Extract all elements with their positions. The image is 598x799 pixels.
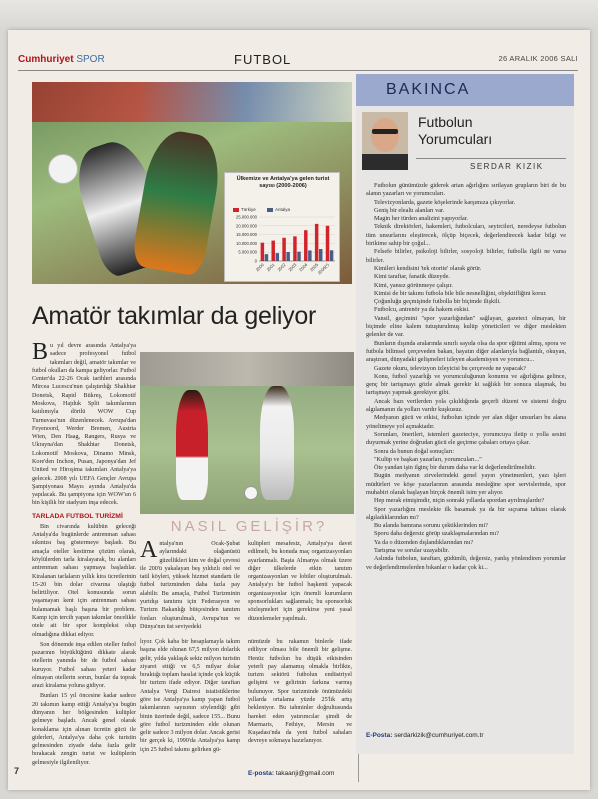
opinion-paragraph: Geniş bir elealtı alanları var. (374, 206, 445, 214)
article-paragraph: Bin civarında kulübün geleceği Antalya'da bugünlerde antrenman sahası sıkıntısı baş göstermeye başladı. Bu amaçla oteller kestirme çözüm olarak, köylülerden tarla kiralayarak, bu alanları antrenman sahası yapmaya başladılar. Kiralanan tarlaların yıllık kira ücretlerinin 15-20 bin dolar civarına ulaştığı belirtiliyor. Otel konusunda sorun yaşamayan kent için antrenman sahası bulamamak başlı başına bir problem. Kamp için tercih yapan takımlar öncelikle otele ait bir spor kompleksi olup olmadığına dikkat ediyor. (32, 523, 136, 638)
football-ball (48, 154, 78, 184)
opinion-paragraph: Futbolun günümüzde giderek artan ağırlığını sırtlayan grupların biri de bu alanın yazarları ve yorumcuları. (366, 182, 566, 198)
y-tick-label: 25.000.000 (236, 214, 257, 220)
page-fold (0, 0, 598, 30)
author-portrait (362, 112, 408, 170)
opinion-paragraph: Ancak bazı verilerden yola çıkıldığında geçerli düzeni ve sistemi doğru algılamanın da yolları vardır kuşkusuz. (366, 397, 566, 414)
tourist-chart (224, 172, 340, 282)
crowd (140, 352, 354, 386)
sunglasses-icon (372, 129, 398, 134)
article-column-3 (248, 540, 352, 632)
x-tick-label: 2002 (276, 262, 287, 273)
opinion-paragraph: Kimileri kendisini 'tek otorite' olarak görür. (374, 264, 482, 272)
article-column-2-bottom (140, 638, 240, 788)
email-address[interactable]: takaanji@gmail.com (275, 770, 335, 777)
column-title-line: Futbolun (418, 114, 473, 130)
article-column-1 (32, 342, 136, 782)
opinion-paragraph: Kimisi de bir takımı futbola bile bile nesnelliğini, objektifliğini korur. (374, 289, 547, 297)
opinion-paragraph: Ya da o düzenden dışlandıklarından mı? (374, 538, 474, 546)
author-shirt (362, 154, 408, 170)
article-column-2 (140, 540, 240, 632)
chart-bar-trkiye (293, 236, 296, 261)
chart-bar-antalya (286, 252, 289, 261)
opinion-paragraph: Teknik direktörleri, hakemleri, futbolcuları, seyircileri, neredeyse futbolun tüm unsurlarını eleştirecek, ölçüp biçecek, değerlendirecek kadar bilgi ve birikime sahip bir çoğul... (366, 223, 566, 248)
opinion-column (356, 74, 574, 754)
football-ball (244, 486, 258, 500)
opinion-paragraph: Bugün medyanın zirvelerindeki genel yayın yönetmenleri, yazı işleri müdürleri ve köşe yazarlarının arasında mesleğine spor servislerinde, spor muhabiri olarak başlayan birçok önemli isim yer alıyor. (366, 472, 566, 496)
legend-item-turkiye: Türkiye (233, 207, 256, 212)
opinion-paragraph: Aslında futbolun, taraftarı, güdümlü, değersiz, yanlış yönlendiren yorumlar ve değerlendirmelerden bıkanlar o kadar çok ki... (366, 555, 566, 571)
opinion-email (366, 732, 484, 739)
legend-item-antalya: Antalya (267, 207, 290, 212)
opinion-paragraph: Çoğunluğu geçmişinde futbolla bir biçimde ilişkili. (374, 298, 501, 306)
opinion-paragraph: Sporu daha değersiz görüp uzaklaşmalarından mı? (374, 530, 499, 538)
y-tick-label: 5.000.000 (238, 249, 257, 255)
article-paragraph: u yıl devre arasında Antalya'ya sadece profesyonel futbol takımları değil, amatör takımlar ve futbol okulları da kampa geliyorlar. Futbol Center'da 22-26 Ocak tarihleri arasında Mircea Lucescu'nun çalıştırdığı Shakhtar Donetsk, Rapid Bükreş, Lokomotif Moskova, Hajduk Split takımlarının katılımıyla dörtlü WOW Cup Turnuvası'nın düzenlenecek. Avrupa'dan Feyenoord, Werder Bremen, Austria Wien, Den Haag, Rangers, Rusya ve Ukrayna'dan Shakhtar Donetsk, Lokomotif Moskova, Dinamo Minsk, Kore'den Inchon, Pusan, Japonya'dan Jef United ve Hiroşima takımları Antalya'ya gelecek. 2008 yılı UEFA Gençler Avrupa Şampiyonası Mayıs ayında Antalya'da yapılacak. Bu şampiyona için WOW'un 6 bin kişilik bir stadyum inşa edecek. (32, 343, 136, 507)
player-figure (130, 127, 225, 277)
chart-bar-antalya (330, 250, 333, 261)
article-subhead: TARLADA FUTBOL TURİZMİ (32, 512, 123, 520)
brand-logo (18, 54, 105, 65)
opinion-paragraph: Sonra da bunun doğal sonuçları: (374, 447, 455, 455)
author-face (371, 118, 399, 152)
opinion-paragraph: Bu alanda bamrana sorunu çektiklerinden mi? (374, 522, 488, 530)
issue-date: 26 ARALIK 2006 SALI (498, 54, 578, 63)
opinion-paragraph: Konu, futbol yazarlığı ve yorumculuğunun konumu ve ağırlığına gelince, genç bir tartışmayı gözle almak gerekir ki sağlıklı bir sonuca ulaşmak, bu tartışmayı yapmak gerekiyor gibi. (366, 372, 566, 397)
opinion-paragraph: Kimi taraftar, fanatik düzeyde. (374, 273, 450, 281)
player-figure (260, 386, 294, 500)
chart-bar-trkiye (271, 241, 274, 261)
y-tick-label: 10.000.000 (236, 240, 257, 246)
chart-bar-antalya (297, 252, 300, 261)
chart-bar-trkiye (282, 238, 285, 261)
article-paragraph: Son dönemde inşa edilen oteller futbol pazarının büyüklüğünü dikkate alarak otellerin yanında bir de futbol sahası kuruyor. Futbol sahası yeteri kadar olmayan otellerin sorun, bunlar da toprak arazi kiralama yoluna gidiyor. (32, 641, 136, 690)
opinion-paragraph: Gazete okuru, televizyon izleyicisi bu çerçevede ne yapacak? (374, 364, 526, 372)
article-paragraph: lıyor. Çok kaba bir hesaplamayla takım başına elde olunan 67,5 milyon dolarlık gelir, yılda yaklaşık sekiz milyon turistin ziyaret ettiği ve 6,5 milyar dolar bıraktığı toplam hasılat içinde çok küçük bir turizm ifade ediyor. Diğer taraftan Antalya Vergi Dairesi istatistiklerine göre ise Antalya'ya kamp yapan futbol takımlarının sayısının söylendiği gibi binin üzerinde değil, sadece 155... Bunu göre futbol turizminden elde olunan gelir sadece 3 milyon dolar. Ancak gerisi bir gerçek ki, 1990'da Antalya'ya kamp için 25 futbol takımı gelirken gü- (140, 639, 240, 753)
article-paragraph: Bunları 15 yıl öncesine kadar sadece 20 takımın kamp ettiği Antalya'ya bugün dünyanın her bölgesinden kulüpler gelmeye başladı. Ancak genel olarak konaklama için alınan ücretin gücü ile giderleri, Antalya'ya daha çok turistin gelmesinden ziyade daha fazla gelir bırakacak zengin turist ve kulüplerin gelmesiyle ilgileniliyor. (32, 693, 136, 766)
chart-bar-antalya (276, 253, 279, 261)
opinion-paragraph: Kimi, yansız görünmeye çalışır. (374, 281, 453, 289)
opinion-paragraph: Tartışma ve sorular uzayabilir. (374, 547, 450, 555)
page-number: 7 (14, 766, 20, 776)
y-tick-label: 15.000.000 (236, 232, 257, 238)
x-tick-label: 2001 (265, 262, 276, 273)
chart-bar-trkiye (261, 243, 264, 261)
email-label: E-Posta: (366, 732, 393, 739)
opinion-paragraph: Öte yandan işin ilginç bir durum daha var ki değerlendirilmelidir. (374, 464, 536, 472)
x-tick-label: 2000 (254, 262, 265, 273)
chart-bar-trkiye (304, 230, 307, 261)
players-photo (140, 352, 354, 514)
x-tick-label: 2005 (308, 262, 320, 273)
header-rule (18, 70, 578, 71)
opinion-paragraph: Bunların dışında aralarında sınırlı sayıda olsa da spor eğitimi almış, spora ve futbola bilimsel çerçeveden bakan, hayatın diğer alanlarıyla bağlantılı, okuyan, araştıran, dünyadaki gelişmeleri izleyen akademisyen ve yorumcu... (366, 339, 566, 364)
y-tick-label: 0 (254, 258, 257, 264)
page-header (18, 50, 578, 72)
opinion-paragraph: Spor yazarlığını meslekte ilk basamak ya da bir sıçrama tahtası olarak algıladıklarından mı? (366, 505, 566, 521)
chart-bar-antalya (265, 254, 268, 261)
opinion-paragraph: Futbolcu, antrenör ya da hakem eskisi. (374, 306, 470, 314)
opinion-paragraph: Felsefe bilirler, psikoloji bilirler, sosyoloji bilirler, futbolla ilgili ne varsa bilirler. (366, 248, 566, 264)
chart-title: Ülkemize ve Antalya'ya gelen turist sayısı (2000-2006) (236, 176, 330, 189)
y-tick-label: 20.000.000 (236, 223, 257, 229)
chart-bar-antalya (319, 249, 322, 261)
opinion-paragraph: Televizyonlarda, gazete köşelerinde karşımıza çıkıyorlar. (374, 198, 516, 206)
author-name: SERDAR KIZIK (470, 162, 544, 171)
column-banner (356, 74, 574, 106)
brand-sub: SPOR (76, 54, 105, 65)
x-tick-label: 2006(*) (316, 262, 330, 276)
football-action-photo (32, 82, 352, 284)
section-heading-nasil: NASIL GELİŞİR? (170, 518, 328, 535)
column-title-line: Yorumcuları (418, 130, 493, 147)
drop-cap: B (32, 342, 49, 365)
x-tick-label: 2003 (287, 262, 298, 273)
article-paragraph: nümüzde bu rakamın binlerle ifade ediliyor olması bile önemli bir gelişme. Henüz futbolun bu düşük etkisinden yeterli pay alamamış olmakla birlikte, turizm sektörü futbolun endüstriyel gelişimi ve gelirinin farkına varmış bulunuyor. Spor turizminde önümüzdeki yıllarda ortalama yüzde 25'lik artış bekleniyor. Bu tahminler doğrultusunda hareket eden yatırımcılar şimdi de Marmaris, Fethiye, Mersin ve Kuşadası'nda da yeni futbol sahaları devreye sokmaya hazırlanıyor. (248, 639, 352, 745)
email-label: E-posta: (248, 770, 274, 777)
opinion-paragraph: Vansil, geçimini "spor yazarlığından" sağlayan, gazeteci olmayan, bir biçimde eline kalem tutuşturulmuş kulüp yöneticileri ve diğer meslekten gelenler de var. (366, 314, 566, 339)
opinion-paragraph: Sorunları, önerileri, istemleri gazeteciye, yorumcuya iletip o yolla sesini duyurmak yerine doğrudan gücü ele geçirme çabaları ortaya çıkar. (366, 430, 566, 447)
chart-bar-trkiye (315, 224, 318, 261)
article-paragraph: ntalya'nın Ocak-Şubat aylarındaki olağanüstü güzellikleri kim ve doğal çevresi ile 200'ü yakalayan beş yıldızlı otel ve tatil köyleri, yüksek hizmet standartı ile futbol turizminden daha fazla pay alabilir. Bu amaçla, Futbol Turizminin yurtdışı tanıtımı için Federasyon ve Turizm Bakanlığı bütçesinden tanıtım fonları oluşturulmalı, Avrupa'nın ve Dünya'nın üst seviyedeki (140, 541, 240, 630)
column-title (418, 114, 492, 148)
opinion-paragraph: Magin her türden analizini yapıyorlar. (374, 215, 468, 223)
drop-cap: A (140, 540, 158, 563)
opinion-paragraph: "Kulüp ve başkan yazarları, yorumcuları..." (374, 455, 482, 463)
brand-name: Cumhuriyet (18, 54, 74, 65)
newspaper-page (8, 30, 590, 790)
column-label: BAKINCA (386, 81, 471, 98)
opinion-paragraph: Medyanın gücü ve etkisi, futbolun içinde yer alan diğer unsurları bu alana yöneltmeye yol açmaktadır. (366, 414, 566, 430)
article-email (248, 770, 334, 777)
x-tick-label: 2004 (298, 262, 309, 273)
stadium-stand (32, 82, 352, 122)
chart-bar-antalya (308, 250, 311, 261)
chart-bar-trkiye (326, 226, 329, 261)
article-column-3-bottom (248, 638, 352, 764)
title-rule (416, 158, 566, 159)
article-paragraph: kulüpleri mesafesiz, Antalya'ya davet edilmeli, bu konuda maç organizasyonları ayarlanmalı. Başta Almanya olmak üzere diğer ülkelerde etkin tanıtım organizasyonları ve lobiler oluşturulmalı. Antalya'yı bir futbol başkenti yapacak organizasyonlar için önemli kurumların sponsorlukları sağlanmalı; bu sponsorluk sözleşmeleri için gerekirse yeni yasal düzenlemeler yapılmalı. (248, 541, 352, 622)
chart-plot (225, 173, 341, 283)
section-title: FUTBOL (234, 52, 292, 67)
player-figure (176, 390, 208, 500)
email-address[interactable]: serdarkizik@cumhuriyet.com.tr (394, 732, 484, 739)
opinion-text (366, 182, 566, 722)
opinion-paragraph: Hep merak etmişimdir, niçin sonraki yıllarda spordan ayrılmışlardır? (374, 497, 545, 505)
article-headline: Amatör takımlar da geliyor (32, 302, 316, 330)
